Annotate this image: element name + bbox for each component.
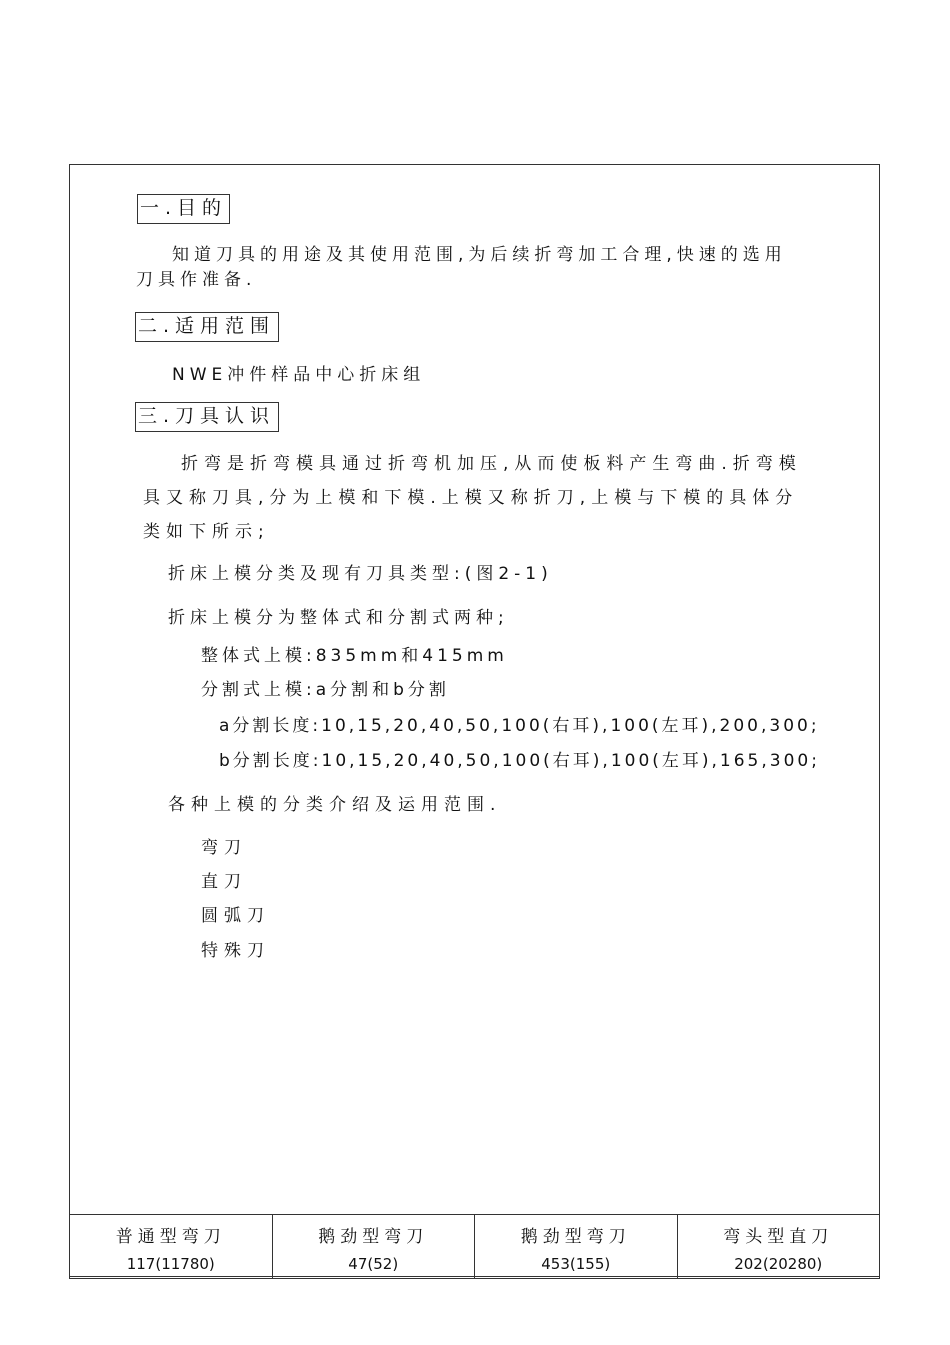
- section-heading-purpose: 一.目的: [137, 194, 230, 224]
- section-heading-scope: 二.适用范围: [135, 312, 279, 342]
- upper-die-types-line: 折床上模分类及现有刀具类型:(图2-1): [168, 564, 553, 584]
- upper-die-intro-line: 各种上模的分类介绍及运用范围.: [168, 795, 502, 815]
- tooling-paragraph-line2: 具又称刀具,分为上模和下模.上模又称折刀,上模与下模的具体分: [143, 488, 799, 508]
- whole-upper-die-line: 整体式上模:835mm和415mm: [201, 646, 508, 666]
- knife-code: 47(52): [348, 1254, 399, 1273]
- section-heading-tooling: 三.刀具认识: [135, 402, 279, 432]
- table-cell: [70, 1215, 273, 1279]
- knife-code: 117(11780): [126, 1254, 215, 1273]
- tooling-paragraph-line1: 折弯是折弯模具通过折弯机加压,从而使板料产生弯曲.折弯模: [181, 454, 802, 474]
- knife-name: 普通型弯刀: [115, 1226, 226, 1247]
- knife-name: 鹅劲型弯刀: [318, 1226, 429, 1247]
- scope-text: NWE冲件样品中心折床组: [172, 365, 426, 385]
- table-cell: [272, 1215, 475, 1279]
- tooling-paragraph-line3: 类如下所示;: [143, 522, 270, 542]
- knife-type-item: 弯刀: [201, 838, 247, 858]
- knife-code: 202(20280): [734, 1254, 823, 1273]
- knife-type-table: [69, 1214, 880, 1279]
- table-cell: [677, 1215, 880, 1279]
- a-segment-lengths-line: a分割长度:10,15,20,40,50,100(右耳),100(左耳),200,300;: [219, 716, 820, 736]
- knife-name: 鹅劲型弯刀: [520, 1226, 631, 1247]
- b-segment-lengths-line: b分割长度:10,15,20,40,50,100(右耳),100(左耳),165,300;: [219, 751, 820, 771]
- knife-name: 弯头型直刀: [723, 1226, 834, 1247]
- table-cell: [475, 1215, 678, 1279]
- purpose-paragraph-line2: 刀具作准备.: [136, 270, 257, 290]
- purpose-paragraph-line1: 知道刀具的用途及其使用范围,为后续折弯加工合理,快速的选用: [172, 245, 787, 265]
- knife-type-item: 特殊刀: [201, 941, 270, 961]
- upper-die-split-line: 折床上模分为整体式和分割式两种;: [168, 608, 509, 628]
- knife-type-item: 圆弧刀: [201, 906, 270, 926]
- knife-type-item: 直刀: [201, 872, 247, 892]
- knife-code: 453(155): [541, 1254, 611, 1273]
- segmented-upper-die-line: 分割式上模:a分割和b分割: [201, 680, 450, 700]
- table-row: [70, 1215, 880, 1279]
